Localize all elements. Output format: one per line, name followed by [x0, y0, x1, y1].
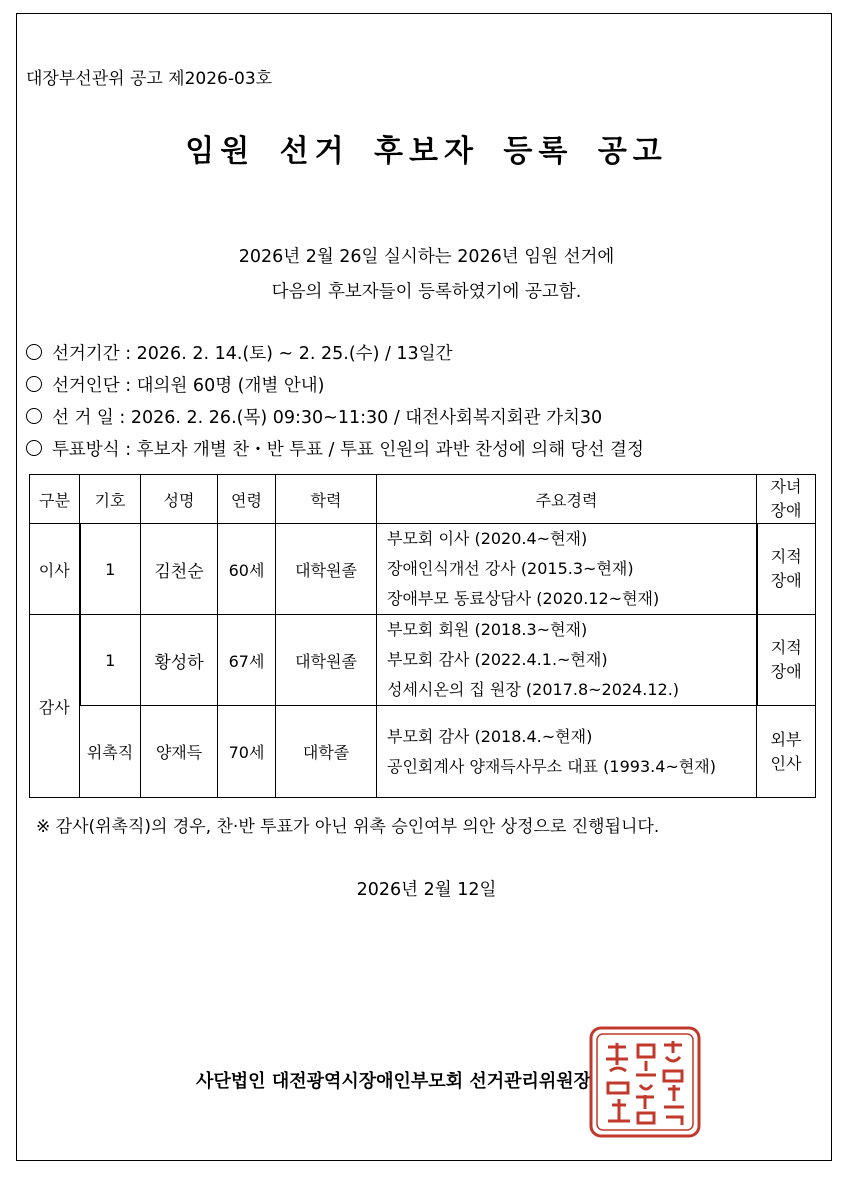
career-item: 장애부모 동료상담사 (2020.12~현재)	[387, 589, 660, 608]
header-career: 주요경력	[377, 475, 757, 524]
disability-line-2: 인사	[770, 753, 802, 773]
footnote: ※ 감사(위촉직)의 경우, 찬·반 투표가 아닌 위촉 승인여부 의안 상정으로 진행됩니다.	[36, 817, 660, 837]
header-disability-line-2: 장애	[770, 501, 802, 520]
career-item: 성세시온의 집 원장 (2017.8~2024.12.)	[387, 680, 680, 699]
disability-line-1: 외부	[770, 729, 802, 749]
info-value: 2026. 2. 14.(토) ~ 2. 25.(수) / 13일간	[136, 344, 453, 364]
notice-number: 대장부선관위 공고 제2026-03호	[26, 69, 273, 89]
cell-disability	[757, 615, 816, 706]
info-label: 투표방식	[52, 440, 120, 460]
info-election-day: 선 거 일 : 2026. 2. 26.(목) 09:30~11:30 / 대전사회복지회관 가치30	[26, 404, 602, 429]
table-row	[30, 615, 816, 706]
issue-date: 2026년 2월 12일	[356, 880, 497, 900]
cell-age: 67세	[218, 615, 276, 706]
cell-education: 대학원졸	[276, 524, 377, 615]
official-seal-icon	[588, 1025, 702, 1139]
table-row	[30, 524, 816, 615]
cell-category: 감사	[30, 615, 80, 798]
header-education: 학력	[276, 475, 377, 524]
organization-name: 사단법인 대전광역시장애인부모회 선거관리위원장	[196, 1071, 592, 1092]
disability-line-1: 지적	[770, 638, 802, 657]
cell-name: 김천순	[141, 524, 218, 615]
info-election-period: 선거기간 : 2026. 2. 14.(토) ~ 2. 25.(수) / 13일간	[26, 340, 453, 365]
intro-line-1: 2026년 2월 26일 실시하는 2026년 임원 선거에	[238, 247, 615, 267]
disability-line-1: 지적	[770, 547, 802, 566]
info-label: 선거기간	[52, 344, 120, 364]
document-title: 임원 선거 후보자 등록 공고	[185, 134, 668, 169]
header-name: 성명	[141, 475, 218, 524]
header-disability	[757, 475, 816, 524]
cell-age: 70세	[218, 706, 276, 798]
table-header-row	[30, 475, 816, 524]
cell-disability	[757, 524, 816, 615]
circle-bullet-icon	[26, 408, 42, 424]
career-item: 부모회 회원 (2018.3~현재)	[387, 620, 588, 639]
info-label: 선 거 일	[52, 408, 114, 428]
cell-career	[377, 524, 757, 615]
header-age: 연령	[218, 475, 276, 524]
info-voting-method: 투표방식 : 후보자 개별 찬・반 투표 / 투표 인원의 과반 찬성에 의해 당선 결정	[26, 436, 644, 461]
cell-name: 황성하	[141, 615, 218, 706]
career-item: 부모회 이사 (2020.4~현재)	[387, 529, 588, 548]
cell-number: 위촉직	[80, 706, 141, 798]
info-value: 대의원 60명 (개별 안내)	[136, 376, 325, 396]
disability-line-2: 장애	[770, 662, 802, 681]
disability-line-2: 장애	[770, 571, 802, 590]
cell-category: 이사	[30, 524, 80, 615]
info-value: 2026. 2. 26.(목) 09:30~11:30 / 대전사회복지회관 가치30	[130, 408, 603, 428]
career-item: 장애인식개선 강사 (2015.3~현재)	[387, 559, 634, 578]
circle-bullet-icon	[26, 440, 42, 456]
career-item: 부모회 감사 (2018.4.~현재)	[387, 726, 593, 746]
cell-career	[377, 706, 757, 798]
info-value: 후보자 개별 찬・반 투표 / 투표 인원의 과반 찬성에 의해 당선 결정	[136, 440, 644, 460]
header-number: 기호	[80, 475, 141, 524]
circle-bullet-icon	[26, 344, 42, 360]
info-label: 선거인단	[52, 376, 120, 396]
circle-bullet-icon	[26, 376, 42, 392]
candidate-table	[29, 474, 816, 798]
cell-disability	[757, 706, 816, 798]
header-disability-line-1: 자녀	[770, 477, 802, 496]
info-electorate: 선거인단 : 대의원 60명 (개별 안내)	[26, 372, 325, 397]
table-row	[30, 706, 816, 798]
intro-line-2: 다음의 후보자들이 등록하였기에 공고함.	[271, 282, 582, 302]
header-category: 구분	[30, 475, 80, 524]
cell-age: 60세	[218, 524, 276, 615]
cell-education: 대학졸	[276, 706, 377, 798]
cell-career	[377, 615, 757, 706]
cell-education: 대학원졸	[276, 615, 377, 706]
career-item: 공인회계사 양재득사무소 대표 (1993.4~현재)	[387, 756, 716, 776]
cell-name: 양재득	[141, 706, 218, 798]
cell-number: 1	[80, 524, 141, 615]
cell-number: 1	[80, 615, 141, 706]
career-item: 부모회 감사 (2022.4.1.~현재)	[387, 650, 608, 669]
